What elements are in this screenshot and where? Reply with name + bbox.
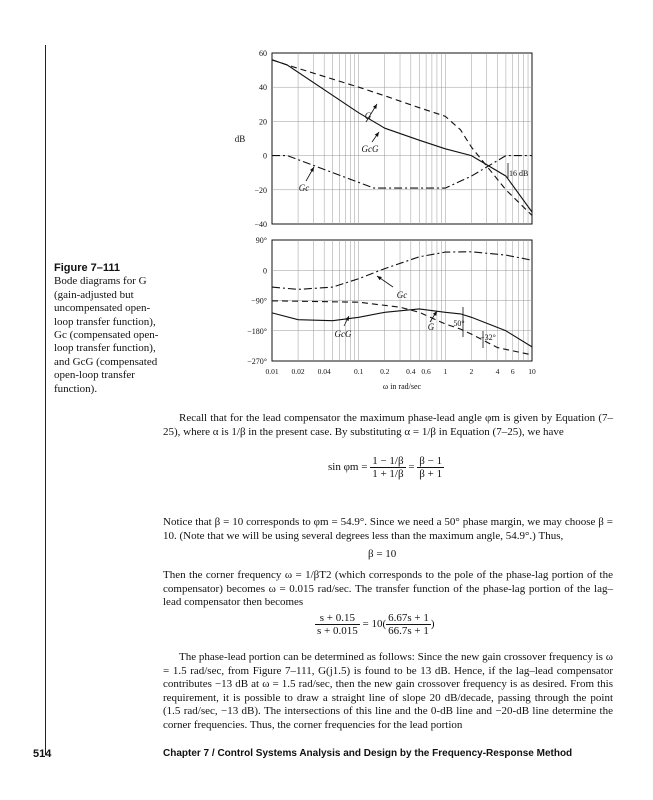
paragraph-3-text: Then the corner frequency ω = 1/βT2 (which corresponds to the pole of the phase-lag portion of the compensator) becomes ω = 0.015 rad/sec. The transfer function of the phase-lag portion of the lag–lead compensator then becomes <box>163 569 613 608</box>
phase-ytick-label: −270° <box>247 357 267 366</box>
paragraph-4-text: The phase-lead portion can be determined as follows: Since the new gain crossover frequency is ω = 1.5 rad/sec, from Figure 7–111, G(j1.5) is found to be 13 dB. Hence, if the lag–lead compensator contributes −13 dB at ω = 1.5 rad/sec, then the new gain crossover frequency is as desired. From this requirement, it is possible to draw a straight line of slope 20 dB/decade, passing through the point (1.5 rad/sec, −13 dB). The intersections of this line and the 0-dB line and −20-dB line determine the corner frequencies. Thus, the corner frequencies for the lead portion <box>163 651 613 731</box>
page-number: 514 <box>33 748 52 760</box>
equation-2: β = 10 <box>368 548 397 560</box>
phase-xtick-label: 0.04 <box>317 367 331 376</box>
mag-arrow-gcg-head <box>375 132 379 137</box>
phase-plot <box>247 236 536 391</box>
phase-xtick-label: 0.4 <box>406 367 416 376</box>
phase-xtick-label: 0.02 <box>291 367 305 376</box>
paragraph-4 <box>163 651 613 732</box>
eq1-frac-left <box>370 455 405 480</box>
phase-arrow-gc-head <box>377 276 382 280</box>
eq3-frac-right <box>386 612 431 637</box>
eq1-num: 1 − 1/β <box>372 455 404 467</box>
phase-annot-gc: Gc <box>396 290 408 300</box>
phase-annot-32deg: −32° <box>480 333 496 342</box>
magnitude-plot <box>235 49 532 229</box>
figure-description: Bode diagrams for G (gain-adjusted but uncompensated open-loop transfer function), Gc (compensated open-loop transfer function), and GcG (compensated open-loop transfer function). <box>54 275 159 395</box>
mag-ytick-label: −20 <box>254 185 267 195</box>
chapter-title: Chapter 7 / Control Systems Analysis and Design by the Frequency-Response Method <box>163 748 573 759</box>
phase-xtick-label: 0.1 <box>353 367 364 376</box>
mag-ytick-label: 40 <box>259 83 267 93</box>
phase-annot-gcg: GcG <box>334 329 352 339</box>
phase-xtick-label: 0.01 <box>265 367 279 376</box>
mag-ytick-label: 60 <box>259 49 267 58</box>
phase-xtick-label: 4 <box>495 367 500 376</box>
eq1-rhs-num: β − 1 <box>419 455 443 467</box>
paragraph-1 <box>163 412 613 439</box>
phase-ytick-label: 0 <box>263 266 267 276</box>
phase-xtick-label: 1 <box>443 367 448 376</box>
mag-ylabel: dB <box>234 134 246 144</box>
paragraph-2-text: Notice that β = 10 corresponds to φm = 54.9°. Since we need a 50° phase margin, we may choose β = 10. (Note that we will be using several degrees less than the maximum angle, 54.9°.) Thus, <box>163 516 613 542</box>
mag-annot-16db: 16 dB <box>509 169 529 178</box>
paragraph-3 <box>163 569 613 610</box>
eq1-rhs-den: β + 1 <box>419 468 443 480</box>
phase-series-g <box>272 301 532 355</box>
eq1-lhs: sin φm = <box>328 461 368 474</box>
phase-xtick-label: 10 <box>528 367 536 376</box>
phase-ytick-label: −180° <box>247 326 267 336</box>
eq1-frac-right <box>417 455 444 480</box>
phase-series-gc <box>272 252 532 290</box>
paragraph-2 <box>163 516 613 543</box>
mag-frame <box>272 53 532 224</box>
mag-annot-g: G <box>364 111 372 121</box>
phase-ytick-label: −90° <box>251 296 267 306</box>
phase-ytick-label: 90° <box>255 236 267 245</box>
equation-1: sin φm = $\frac{1 - 1/\beta}{1 + 1/\beta}$ = $\frac{\beta - 1}{\beta + 1}$ <box>328 455 443 480</box>
figure-title: Figure 7–111 <box>54 262 121 274</box>
mag-ytick-label: 20 <box>259 117 267 127</box>
eq1-den: 1 + 1/β <box>372 468 404 480</box>
phase-xtick-label: 2 <box>469 367 474 376</box>
equation-3: $\frac{s + 0.15}{s + 0.015}$ = 10( $\frac{6.67s + 1}{66.7s + 1}$ ) <box>317 612 435 637</box>
mag-ytick-label: −40 <box>254 220 267 229</box>
eq3-num: s + 0.15 <box>315 612 360 625</box>
eq3-frac-left <box>315 612 360 637</box>
phase-annot-g: G <box>427 322 435 332</box>
mag-annot-gc: Gc <box>298 183 310 193</box>
phase-annot-50deg: 50° <box>453 319 465 328</box>
mag-ytick-label: 0 <box>263 151 267 161</box>
mag-annot-gcg: GcG <box>361 144 379 154</box>
mag-series-g <box>272 60 532 216</box>
mag-arrow-g-head <box>373 104 377 109</box>
phase-xlabel: ω in rad/sec <box>382 382 422 391</box>
phase-xtick-label: 0.6 <box>421 367 431 376</box>
eq3-den: s + 0.015 <box>317 625 358 637</box>
mag-series-gcg <box>272 60 532 212</box>
eq3-den2: 66.7s + 1 <box>388 625 429 637</box>
eq3-num2: 6.67s + 1 <box>388 612 429 624</box>
paragraph-1-text: Recall that for the lead compensator the maximum phase-lead angle φm is given by Equation (7–25), where α is 1/β in the present case. By substituting α = 1/β in Equation (7–25), we have <box>163 412 613 438</box>
eq3-mid: = 10 <box>362 618 383 631</box>
phase-xtick-label: 0.2 <box>380 367 390 376</box>
phase-arrow-g-head <box>433 311 437 316</box>
phase-xtick-label: 6 <box>510 367 515 376</box>
